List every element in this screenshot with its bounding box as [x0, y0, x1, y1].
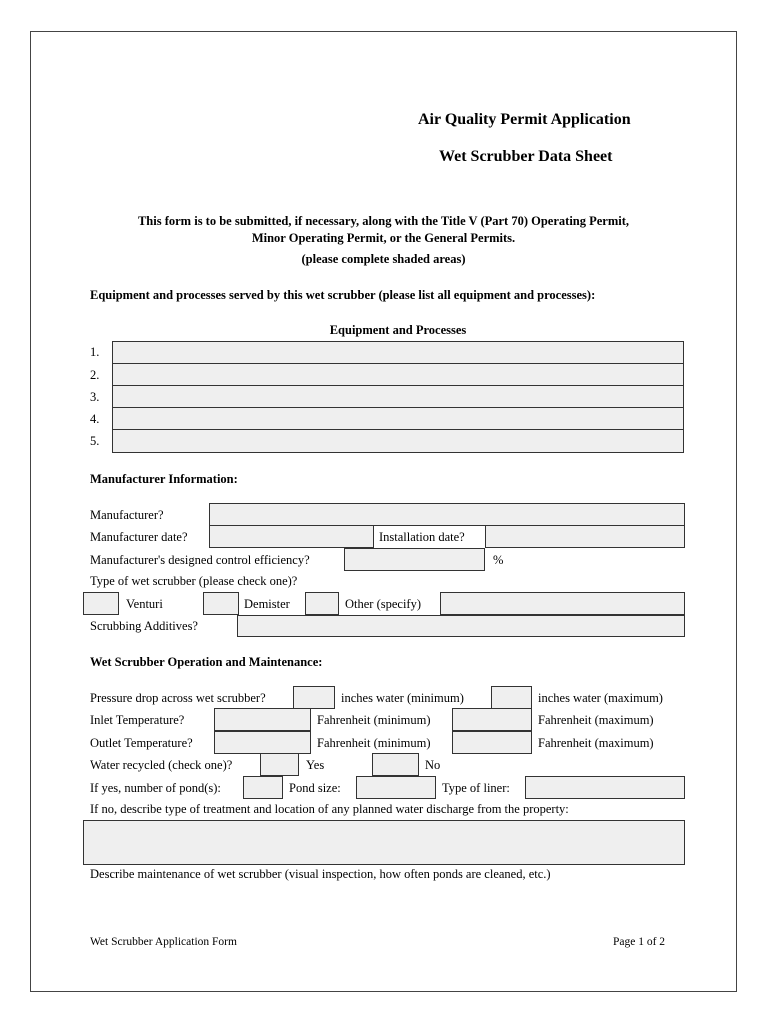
manufacturer-heading: Manufacturer Information: [90, 472, 238, 486]
discharge-description-field[interactable] [83, 820, 685, 865]
equipment-heading: Equipment and processes served by this wet scrubber (please list all equipment and processes): [90, 288, 596, 302]
liner-type-label: Type of liner: [442, 781, 510, 795]
liner-type-field[interactable] [525, 776, 685, 799]
equipment-row-number: 2. [90, 368, 100, 382]
manufacturer-label: Manufacturer? [90, 508, 164, 522]
inches-max-label: inches water (maximum) [538, 691, 663, 705]
equipment-row-number: 5. [90, 434, 100, 448]
equipment-row-number: 3. [90, 390, 100, 404]
inches-min-label: inches water (minimum) [341, 691, 464, 705]
no-label: No [425, 758, 441, 772]
scrubber-type-label: Type of wet scrubber (please check one)? [90, 574, 298, 588]
scrubbing-additives-label: Scrubbing Additives? [90, 619, 198, 633]
intro-line-3: (please complete shaded areas) [301, 252, 466, 266]
other-label: Other (specify) [345, 597, 422, 611]
pressure-min-field[interactable] [293, 686, 335, 709]
manufacturer-date-field[interactable] [209, 525, 374, 548]
equipment-row-number: 4. [90, 412, 100, 426]
venturi-label: Venturi [126, 597, 163, 611]
pond-size-field[interactable] [356, 776, 436, 799]
inlet-temp-max-field[interactable] [452, 708, 532, 731]
outlet-fahrenheit-max-label: Fahrenheit (maximum) [538, 736, 654, 750]
maintenance-label: Describe maintenance of wet scrubber (visual inspection, how often ponds are cleaned, etc.) [90, 867, 551, 881]
inlet-fahrenheit-min-label: Fahrenheit (minimum) [317, 713, 431, 727]
equipment-row-number: 1. [90, 345, 100, 359]
recycled-yes-checkbox[interactable] [260, 753, 299, 776]
pressure-drop-label: Pressure drop across wet scrubber? [90, 691, 266, 705]
form-title: Air Quality Permit Application [418, 111, 631, 128]
percent-unit: % [493, 553, 504, 567]
manufacturer-date-label: Manufacturer date? [90, 530, 188, 544]
discharge-label: If no, describe type of treatment and location of any planned water discharge from the property: [90, 802, 569, 816]
control-efficiency-field[interactable] [344, 548, 485, 571]
other-specify-field[interactable] [440, 592, 685, 615]
equipment-field-3[interactable] [112, 385, 684, 408]
manufacturer-field[interactable] [209, 503, 685, 526]
equipment-field-5[interactable] [112, 429, 684, 453]
intro-line-1: This form is to be submitted, if necessary, along with the Title V (Part 70) Operating Permit, [137, 214, 630, 228]
equipment-field-2[interactable] [112, 363, 684, 386]
footer-page-number: Page 1 of 2 [613, 936, 666, 948]
footer-form-name: Wet Scrubber Application Form [90, 936, 237, 948]
outlet-temp-max-field[interactable] [452, 731, 532, 754]
water-recycled-label: Water recycled (check one)? [90, 758, 233, 772]
installation-date-label: Installation date? [379, 530, 465, 544]
other-checkbox[interactable] [305, 592, 339, 615]
pond-size-label: Pond size: [289, 781, 341, 795]
pressure-max-field[interactable] [491, 686, 532, 709]
equipment-table-title: Equipment and Processes [329, 323, 467, 337]
demister-checkbox[interactable] [203, 592, 239, 615]
inlet-temperature-label: Inlet Temperature? [90, 713, 185, 727]
intro-line-2: Minor Operating Permit, or the General Permits. [251, 231, 516, 245]
form-subtitle: Wet Scrubber Data Sheet [439, 148, 613, 165]
number-of-ponds-label: If yes, number of pond(s): [90, 781, 221, 795]
outlet-temperature-label: Outlet Temperature? [90, 736, 193, 750]
venturi-checkbox[interactable] [83, 592, 119, 615]
control-efficiency-label: Manufacturer's designed control efficiency? [90, 553, 310, 567]
demister-label: Demister [244, 597, 290, 611]
inlet-temp-min-field[interactable] [214, 708, 311, 731]
number-of-ponds-field[interactable] [243, 776, 283, 799]
inlet-fahrenheit-max-label: Fahrenheit (maximum) [538, 713, 654, 727]
operation-heading: Wet Scrubber Operation and Maintenance: [90, 655, 323, 669]
outlet-temp-min-field[interactable] [214, 731, 311, 754]
scrubbing-additives-field[interactable] [237, 615, 685, 637]
recycled-no-checkbox[interactable] [372, 753, 419, 776]
yes-label: Yes [306, 758, 325, 772]
installation-date-field[interactable] [485, 525, 685, 548]
equipment-field-1[interactable] [112, 341, 684, 364]
outlet-fahrenheit-min-label: Fahrenheit (minimum) [317, 736, 431, 750]
equipment-field-4[interactable] [112, 407, 684, 430]
